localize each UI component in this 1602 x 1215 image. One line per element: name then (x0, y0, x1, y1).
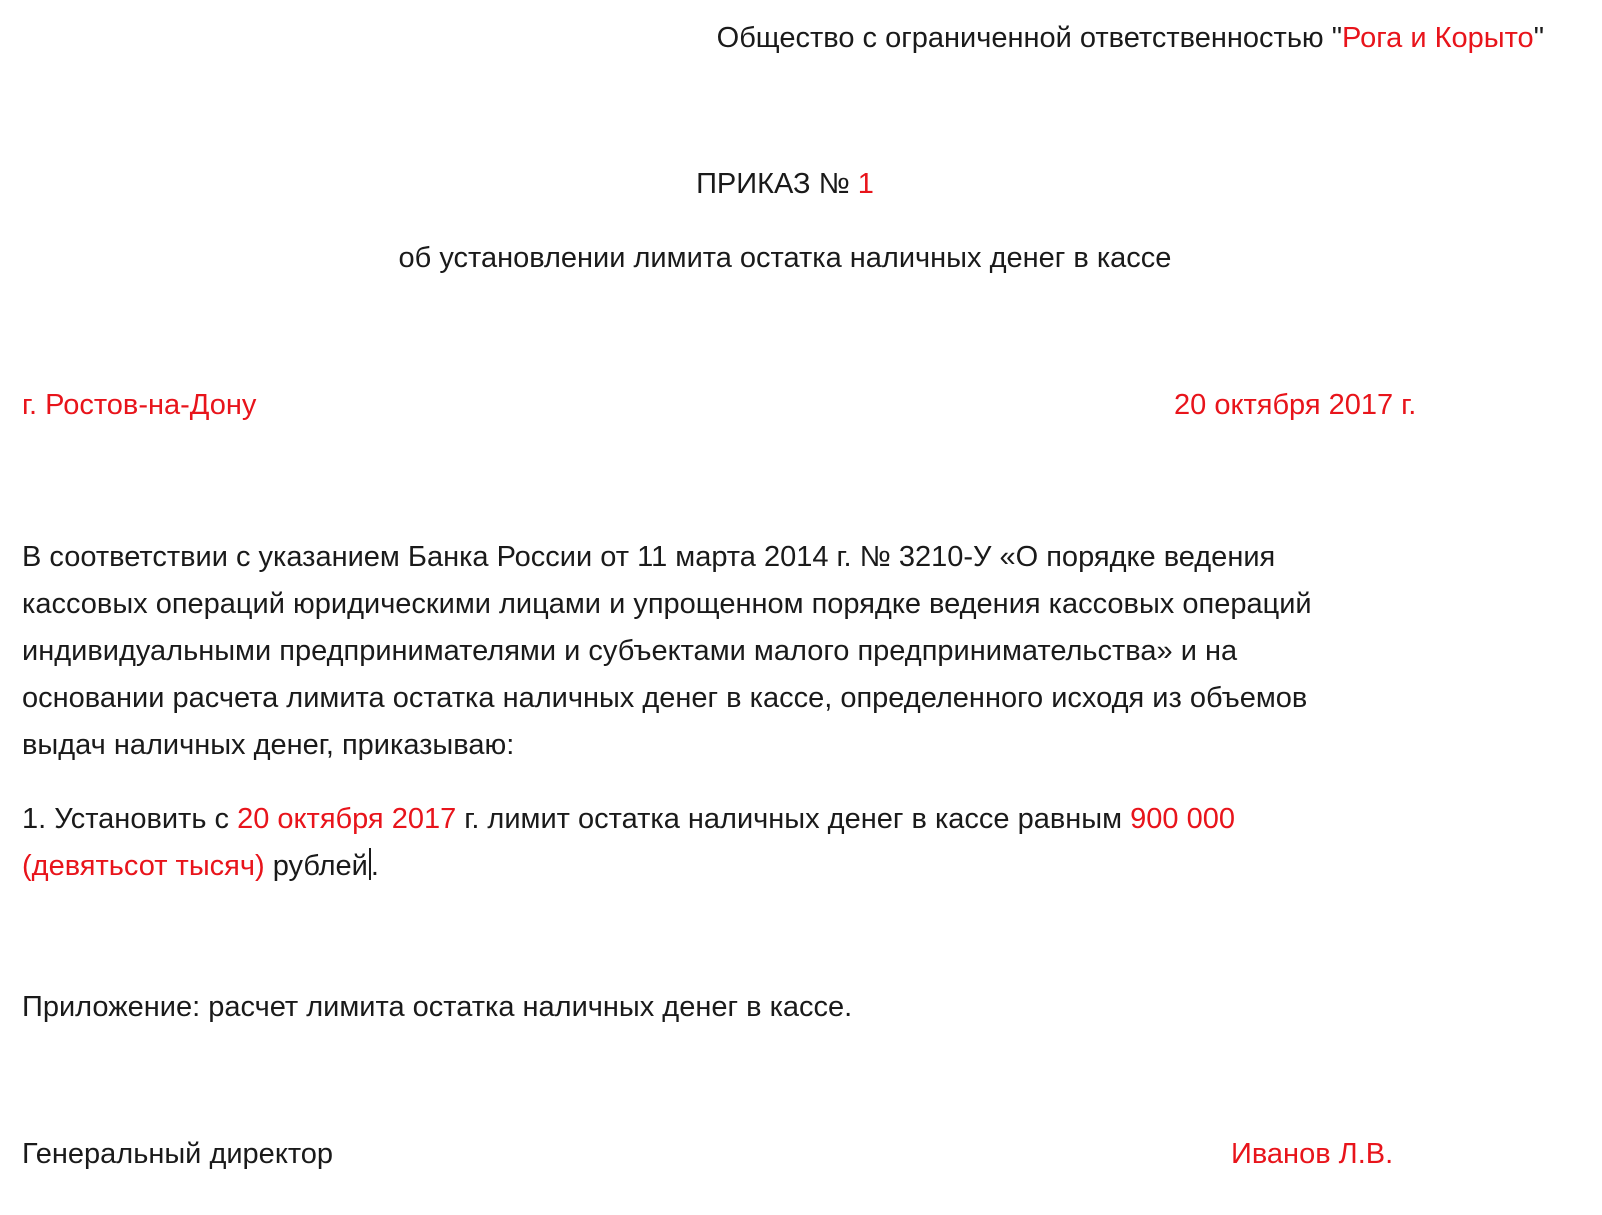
signer-name: Иванов Л.В. (1231, 1138, 1394, 1170)
order-date: 20 октября 2017 г. (1174, 389, 1417, 421)
order-number: 1 (857, 168, 874, 200)
preamble-line: кассовых операций юридическими лицами и упрощенном порядке ведения кассовых операций (22, 588, 1312, 620)
city: г. Ростов-на-Дону (22, 389, 257, 421)
item1-date: 20 октября 2017 (237, 803, 457, 835)
item1-suffix: рублей (264, 850, 368, 882)
preamble-line: основании расчета лимита остатка наличных денег в кассе, определенного исходя из объемов (22, 682, 1308, 714)
order-title (0, 170, 1570, 199)
preamble-line: выдач наличных денег, приказываю: (22, 729, 515, 761)
item1-end: . (370, 850, 379, 882)
item1-amount-words: (девятьсот тысяч) (22, 850, 265, 882)
org-suffix: " (1533, 22, 1544, 54)
item1-prefix: 1. Установить с (22, 803, 238, 835)
preamble-line: В соответствии с указанием Банка России от 11 марта 2014 г. № 3210-У «О порядке ведения (22, 541, 1276, 573)
org-name: Рога и Корыто (1342, 22, 1534, 54)
appendix-line: Приложение: расчет лимита остатка наличных денег в кассе. (22, 991, 853, 1023)
org-prefix: Общество с ограниченной ответственностью " (716, 22, 1343, 54)
item1-line-2 (22, 843, 1567, 890)
item1-amount: 900 000 (1130, 803, 1235, 835)
preamble-line: индивидуальными предпринимателями и субъектами малого предпринимательства» и на (22, 635, 1238, 667)
item1-middle: г. лимит остатка наличных денег в кассе равным (456, 803, 1131, 835)
item1-line-1 (22, 796, 1567, 843)
order-subject: об установлении лимита остатка наличных денег в кассе (398, 242, 1172, 274)
order-title-prefix: ПРИКАЗ № (696, 168, 858, 200)
preamble-paragraph (22, 534, 1567, 769)
order-item-1[interactable] (22, 796, 1567, 890)
organization-line (717, 24, 1544, 53)
signer-position: Генеральный директор (22, 1138, 334, 1170)
